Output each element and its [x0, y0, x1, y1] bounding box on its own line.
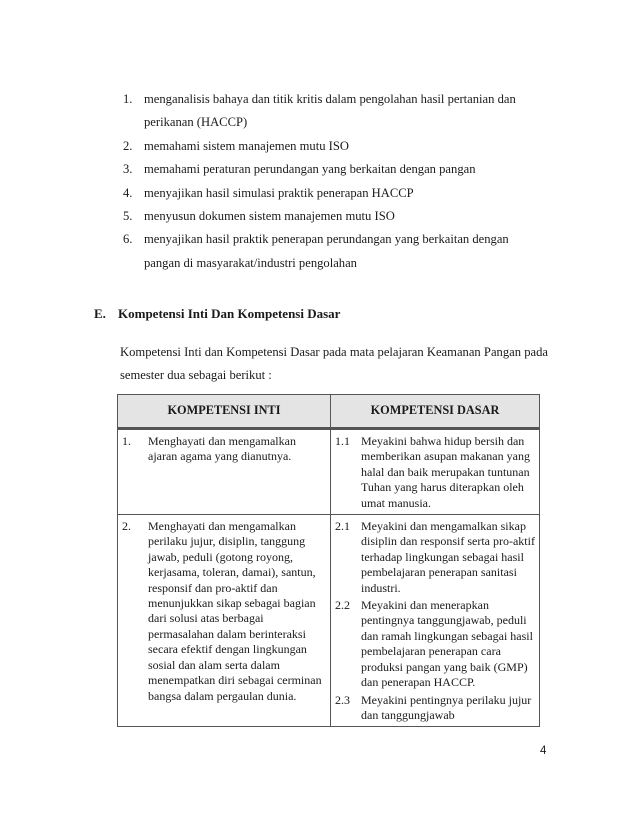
page-number: 4 [540, 745, 547, 757]
header-kompetensi-dasar: KOMPETENSI DASAR [331, 395, 540, 429]
section-heading [94, 306, 340, 322]
list-text: memahami sistem manajemen mutu ISO [144, 138, 349, 153]
kd-number: 2.2 [335, 598, 350, 613]
list-number: 1. [123, 92, 133, 106]
kd-text: Meyakini dan mengamalkan sikap disiplin dan responsif serta pro-aktif terhadap lingkungan sebagai hasil pembelajaran penerapan sanitasi industri. [361, 519, 535, 595]
kd-cell [331, 515, 540, 727]
table-row [118, 430, 540, 515]
kd-item [335, 434, 535, 511]
ki-text: Menghayati dan mengamalkan ajaran agama yang dianutnya. [148, 434, 296, 464]
table-row [118, 515, 540, 727]
list-text: menyajikan hasil praktik penerapan perundangan yang berkaitan dengan pangan di masyarakat/industri pengolahan [144, 232, 509, 270]
list-text: menganalisis bahaya dan titik kritis dalam pengolahan hasil pertanian dan perikanan (HACCP) [144, 92, 516, 130]
ki-item [122, 519, 326, 704]
ki-item [122, 434, 326, 465]
kd-number: 2.1 [335, 519, 350, 534]
learning-objectives-list [118, 88, 548, 275]
list-number: 5. [123, 209, 133, 224]
ki-text: Menghayati dan mengamalkan perilaku jujur, disiplin, tanggung jawab, peduli (gotong royong, kerjasama, toleran, damai), santun, responsif dan pro-aktif dan menunjukkan sikap sebagai bagian dari solusi atas berbagai permasalahan dalam berinteraksi secara efektif dengan lingkungan sosial dan alam serta dalam menempatkan diri sebagai cerminan bangsa dalam pergaulan dunia. [148, 519, 322, 703]
kd-text: Meyakini pentingnya perilaku jujur dan tanggungjawab [361, 692, 532, 722]
list-number: 4. [123, 185, 133, 200]
ki-cell [118, 430, 331, 515]
competency-table [117, 394, 540, 727]
kd-number: 2.3 [335, 692, 350, 707]
list-text: menyajikan hasil simulasi praktik penerapan HACCP [144, 185, 414, 200]
list-item [118, 158, 548, 181]
ki-cell [118, 515, 331, 727]
header-kompetensi-inti: KOMPETENSI INTI [118, 395, 331, 429]
list-item [118, 88, 548, 135]
list-item [118, 228, 548, 275]
kd-text: Meyakini bahwa hidup bersih dan memberikan asupan makanan yang halal dan baik merupakan tuntunan Tuhan yang harus diterapkan oleh umat manusia. [361, 434, 530, 510]
kd-item [335, 519, 535, 596]
list-text: menyusun dokumen sistem manajemen mutu ISO [144, 209, 395, 224]
section-title: Kompetensi Inti Dan Kompetensi Dasar [118, 306, 341, 321]
kd-number: 1.1 [335, 434, 350, 448]
ki-number: 1. [122, 434, 131, 448]
intro-paragraph: Kompetensi Inti dan Kompetensi Dasar pada mata pelajaran Keamanan Pangan pada semester dua sebagai berikut : [120, 345, 548, 382]
list-number: 3. [123, 162, 133, 177]
list-text: memahami peraturan perundangan yang berkaitan dengan pangan [144, 162, 476, 177]
section-letter: E. [94, 306, 106, 321]
list-item [118, 135, 548, 158]
kd-cell [331, 430, 540, 515]
kd-text: Meyakini dan menerapkan pentingnya tanggungjawab, peduli dan ramah lingkungan sebagai hasil pembelajaran penerapan cara produksi pangan yang baik (GMP) dan penerapan HACCP. [361, 598, 533, 690]
kd-item [335, 693, 535, 724]
list-item [118, 205, 548, 228]
list-number: 2. [123, 138, 133, 153]
kd-item [335, 598, 535, 690]
list-item [118, 182, 548, 205]
list-number: 6. [123, 232, 133, 247]
ki-number: 2. [122, 519, 131, 534]
table-header-row [118, 395, 540, 429]
